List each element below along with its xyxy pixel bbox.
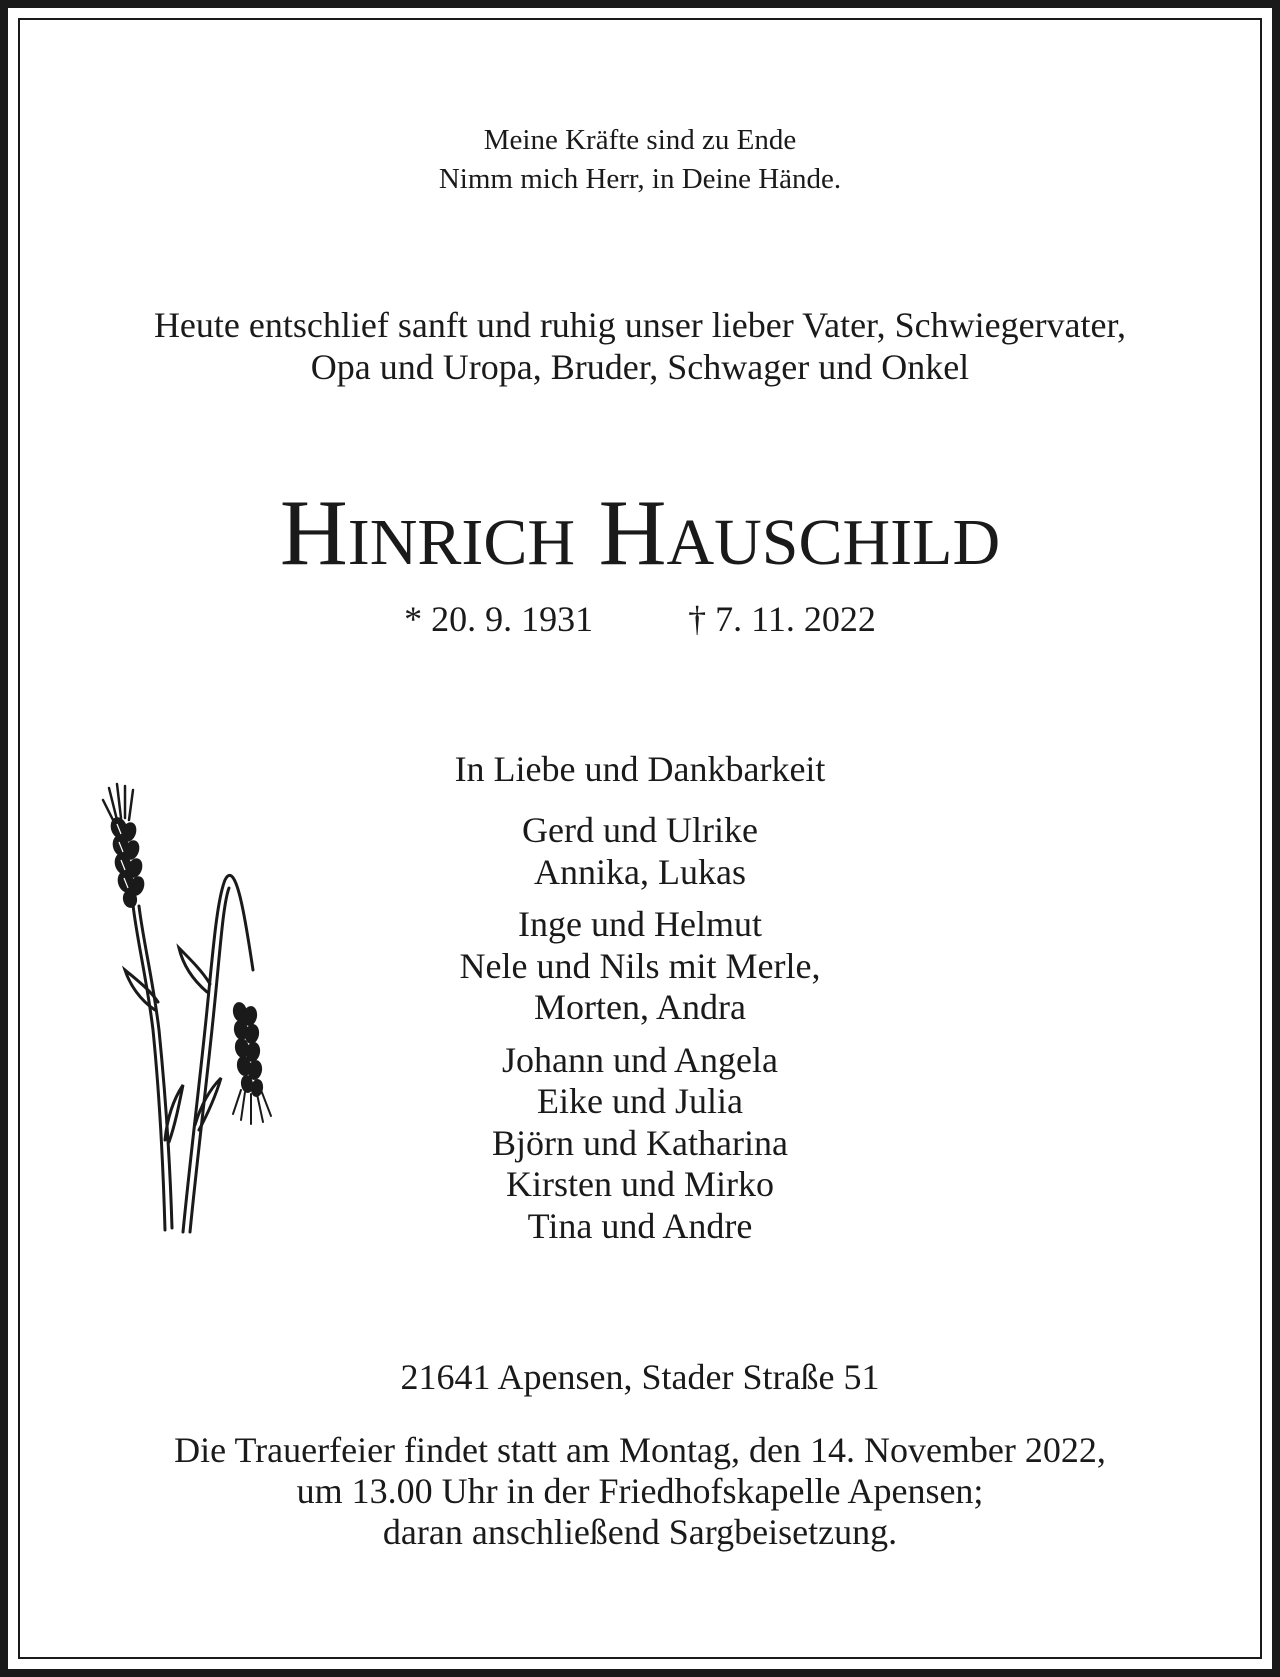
life-dates (0, 598, 1280, 640)
birth-date: * 20. 9. 1931 (404, 599, 594, 639)
intro-line-1: Heute entschlief sanft und ruhig unser lieber Vater, Schwiegervater, (153, 305, 1127, 345)
closing-phrase: In Liebe und Dankbarkeit (454, 749, 826, 789)
verse-line-1: Meine Kräfte sind zu Ende (483, 124, 797, 156)
family-line: Johann und Angela (502, 1039, 778, 1080)
family-line: Morten, Andra (534, 987, 746, 1027)
ceremony-line-1: Die Trauerfeier findet statt am Montag, den 14. November 2022, (174, 1430, 1106, 1470)
family-line: Nele und Nils mit Merle, (459, 945, 821, 986)
family-line: Inge und Helmut (518, 904, 762, 944)
family-line: Björn und Katharina (492, 1122, 788, 1163)
family-line: Gerd und Ulrike (522, 810, 758, 850)
intro-line-2: Opa und Uropa, Bruder, Schwager und Onkel (310, 347, 970, 387)
family-line: Eike und Julia (537, 1081, 743, 1121)
verse-line-2: Nimm mich Herr, in Deine Hände. (438, 163, 842, 195)
deceased-name: Hinrich Hauschild (279, 481, 1001, 585)
family-line: Tina und Andre (527, 1205, 753, 1246)
mourners-list (0, 810, 1280, 1247)
death-date: † 7. 11. 2022 (688, 599, 876, 639)
family-line: Kirsten und Mirko (506, 1164, 774, 1204)
ceremony-line-2: um 13.00 Uhr in der Friedhofskapelle Apensen; (296, 1471, 984, 1511)
ceremony-info (0, 1430, 1280, 1553)
intro-text (0, 304, 1280, 388)
verse (0, 121, 1280, 199)
family-line: Annika, Lukas (534, 851, 746, 892)
address: 21641 Apensen, Stader Straße 51 (400, 1357, 880, 1397)
family-group (0, 1040, 1280, 1248)
family-group (0, 810, 1280, 893)
family-group (0, 904, 1280, 1029)
ceremony-line-3: daran anschließend Sargbeisetzung. (382, 1512, 898, 1552)
